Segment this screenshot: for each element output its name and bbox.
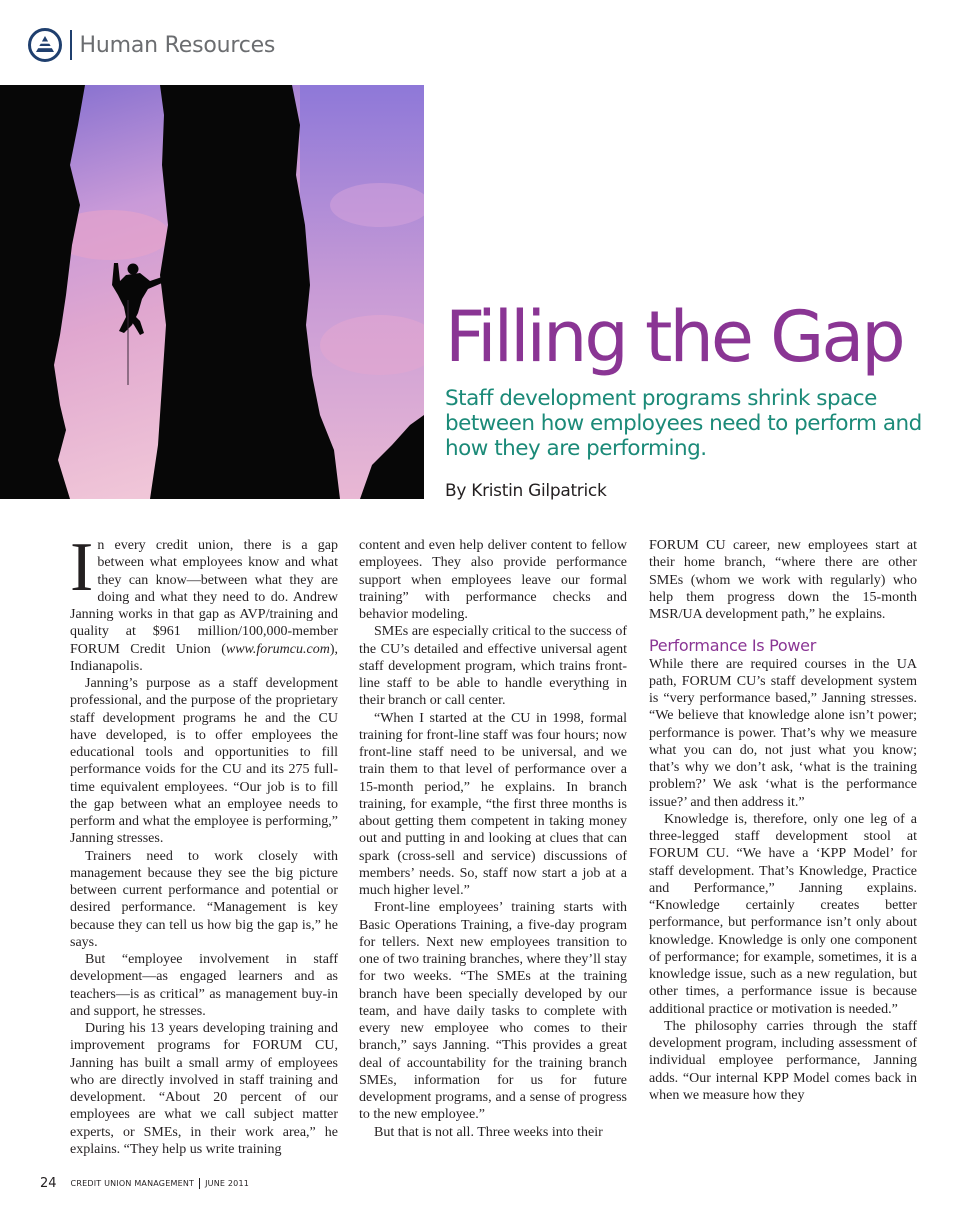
paragraph-text: n every credit union, there is a gap between what employees know and what they can know—between what they are doing and what they need to do. Andrew Janning works in that gap as AVP/training and quality at $961 million/100,000-member FORUM Credit Union ( [70,538,338,657]
website-link[interactable]: www.forumcu.com [225,641,330,657]
section-subhead: Performance Is Power [649,636,816,656]
article-column-3 [649,537,917,1104]
cumanagement-logo-icon [28,28,62,62]
paragraph-text: ), Indianapolis. [70,641,338,674]
article-column-1 [70,529,338,1158]
article-title: Filling the Gap [445,296,903,378]
paragraph: During his 13 years developing training and improvement programs for FORUM CU, Janning has built a small army of employees who are directly involved in staff training and development. “About 20 percent of our employees are what we call subject matter experts, or SMEs, in their work area,” he explains. “They help us write training [70,1021,338,1157]
article-deck: Staff development programs shrink space between how employees need to perform and how they are performing. [445,386,922,461]
page-footer [40,1176,249,1191]
paragraph: Trainers need to work closely with management because they see the big picture between current performance and potential or desired performance. “Management is key because they can tell us how big the gap is,” he says. [70,848,338,950]
paragraph: But “employee involvement in staff development—as engaged learners and as teachers—is as critical” as management buy-in and support, he stresses. [70,952,338,1019]
paragraph [70,529,338,675]
paragraph: FORUM CU career, new employees start at their home branch, “where there are other SMEs (whom we work with regularly) who help them progress down the 15-month MSR/UA development path,” he explains. [649,538,917,622]
page-number: 24 [40,1176,57,1191]
paragraph: “When I started at the CU in 1998, formal training for front-line staff was four hours; now front-line staff need to be universal, and we train them to that level of performance over a 15-month period,” he explains. In branch training, for example, “the first three months is about getting them competent in taking money out and putting in and looking at clues that can spark (cross-sell and service) discussions of members’ needs. So, staff now start a job at a much higher level.” [359,710,627,898]
drop-cap: I [70,529,94,606]
header-divider [70,30,72,60]
paragraph: Knowledge is, therefore, only one leg of a three-legged staff development stool at FORUM CU. “We have a ‘KPP Model’ for staff development. That’s Knowledge, Practice and Performance,” Janning explains. “Knowledge certainly creates better performance, but performance isn’t only about knowledge. Knowledge is only one component of performance; for example, sometimes, it is a knowledge issue, such as a new regulation, but other times, a performance issue is because additional practice or motivation is needed.” [649,811,917,1017]
paragraph: Janning’s purpose as a staff development professional, and the purpose of the proprietary staff development programs he and the CU have developed, is to offer employees the educational tools and opportunities to fill performance voids for the CU and its 275 full-time equivalent employees. “Our job is to fill the gap between what an employee needs to perform and what the employee is performing,” Janning stresses. [70,676,338,847]
rock-climber-photo-icon [0,85,424,499]
paragraph: SMEs are especially critical to the success of the CU’s detailed and effective universal agent staff development program, which trains front-line staff to be able to handle everything in their branch or call center. [359,624,627,709]
publication-name: CREDIT UNION MANAGEMENT [70,1179,195,1188]
paragraph: But that is not all. Three weeks into their [374,1124,603,1140]
paragraph: Front-line employees’ training starts with Basic Operations Training, a five-day program for tellers. Next new employees transition to one of two training branches, where they’ll stay for two weeks. “The SMEs at the training branch have been specially developed by our team, and have daily tasks to complete with every new employee who comes to their branch,” says Janning. “This provides a great deal of accountability for the training branch SMEs, information for us for future development programs, and a sense of progress to the new employee.” [359,900,627,1123]
paragraph: content and even help deliver content to fellow employees. They also provide performance support when employees leave our formal training” with performance checks and behavior modeling. [359,538,627,622]
article-byline: By Kristin Gilpatrick [445,481,607,501]
issue-date: JUNE 2011 [205,1179,250,1188]
section-title: Human Resources [79,32,276,58]
paragraph: The philosophy carries through the staff development program, including assessment of individual employee performance, Janning adds. “Our internal KPP Model comes back in when we measure how they [649,1018,917,1103]
footer-divider [199,1178,200,1189]
article-column-2 [359,537,627,1141]
page-header [28,27,275,63]
hero-photo [0,85,424,499]
paragraph: While there are required courses in the UA path, FORUM CU’s staff development system is “very performance based,” Janning stresses. “We believe that knowledge alone isn’t power; performance is power. That’s why we measure what you can do, not just what you know; that’s why we don’t ask, ‘what is the training problem?’ We ask ‘what is the performance issue?’ and then address it.” [649,656,917,810]
